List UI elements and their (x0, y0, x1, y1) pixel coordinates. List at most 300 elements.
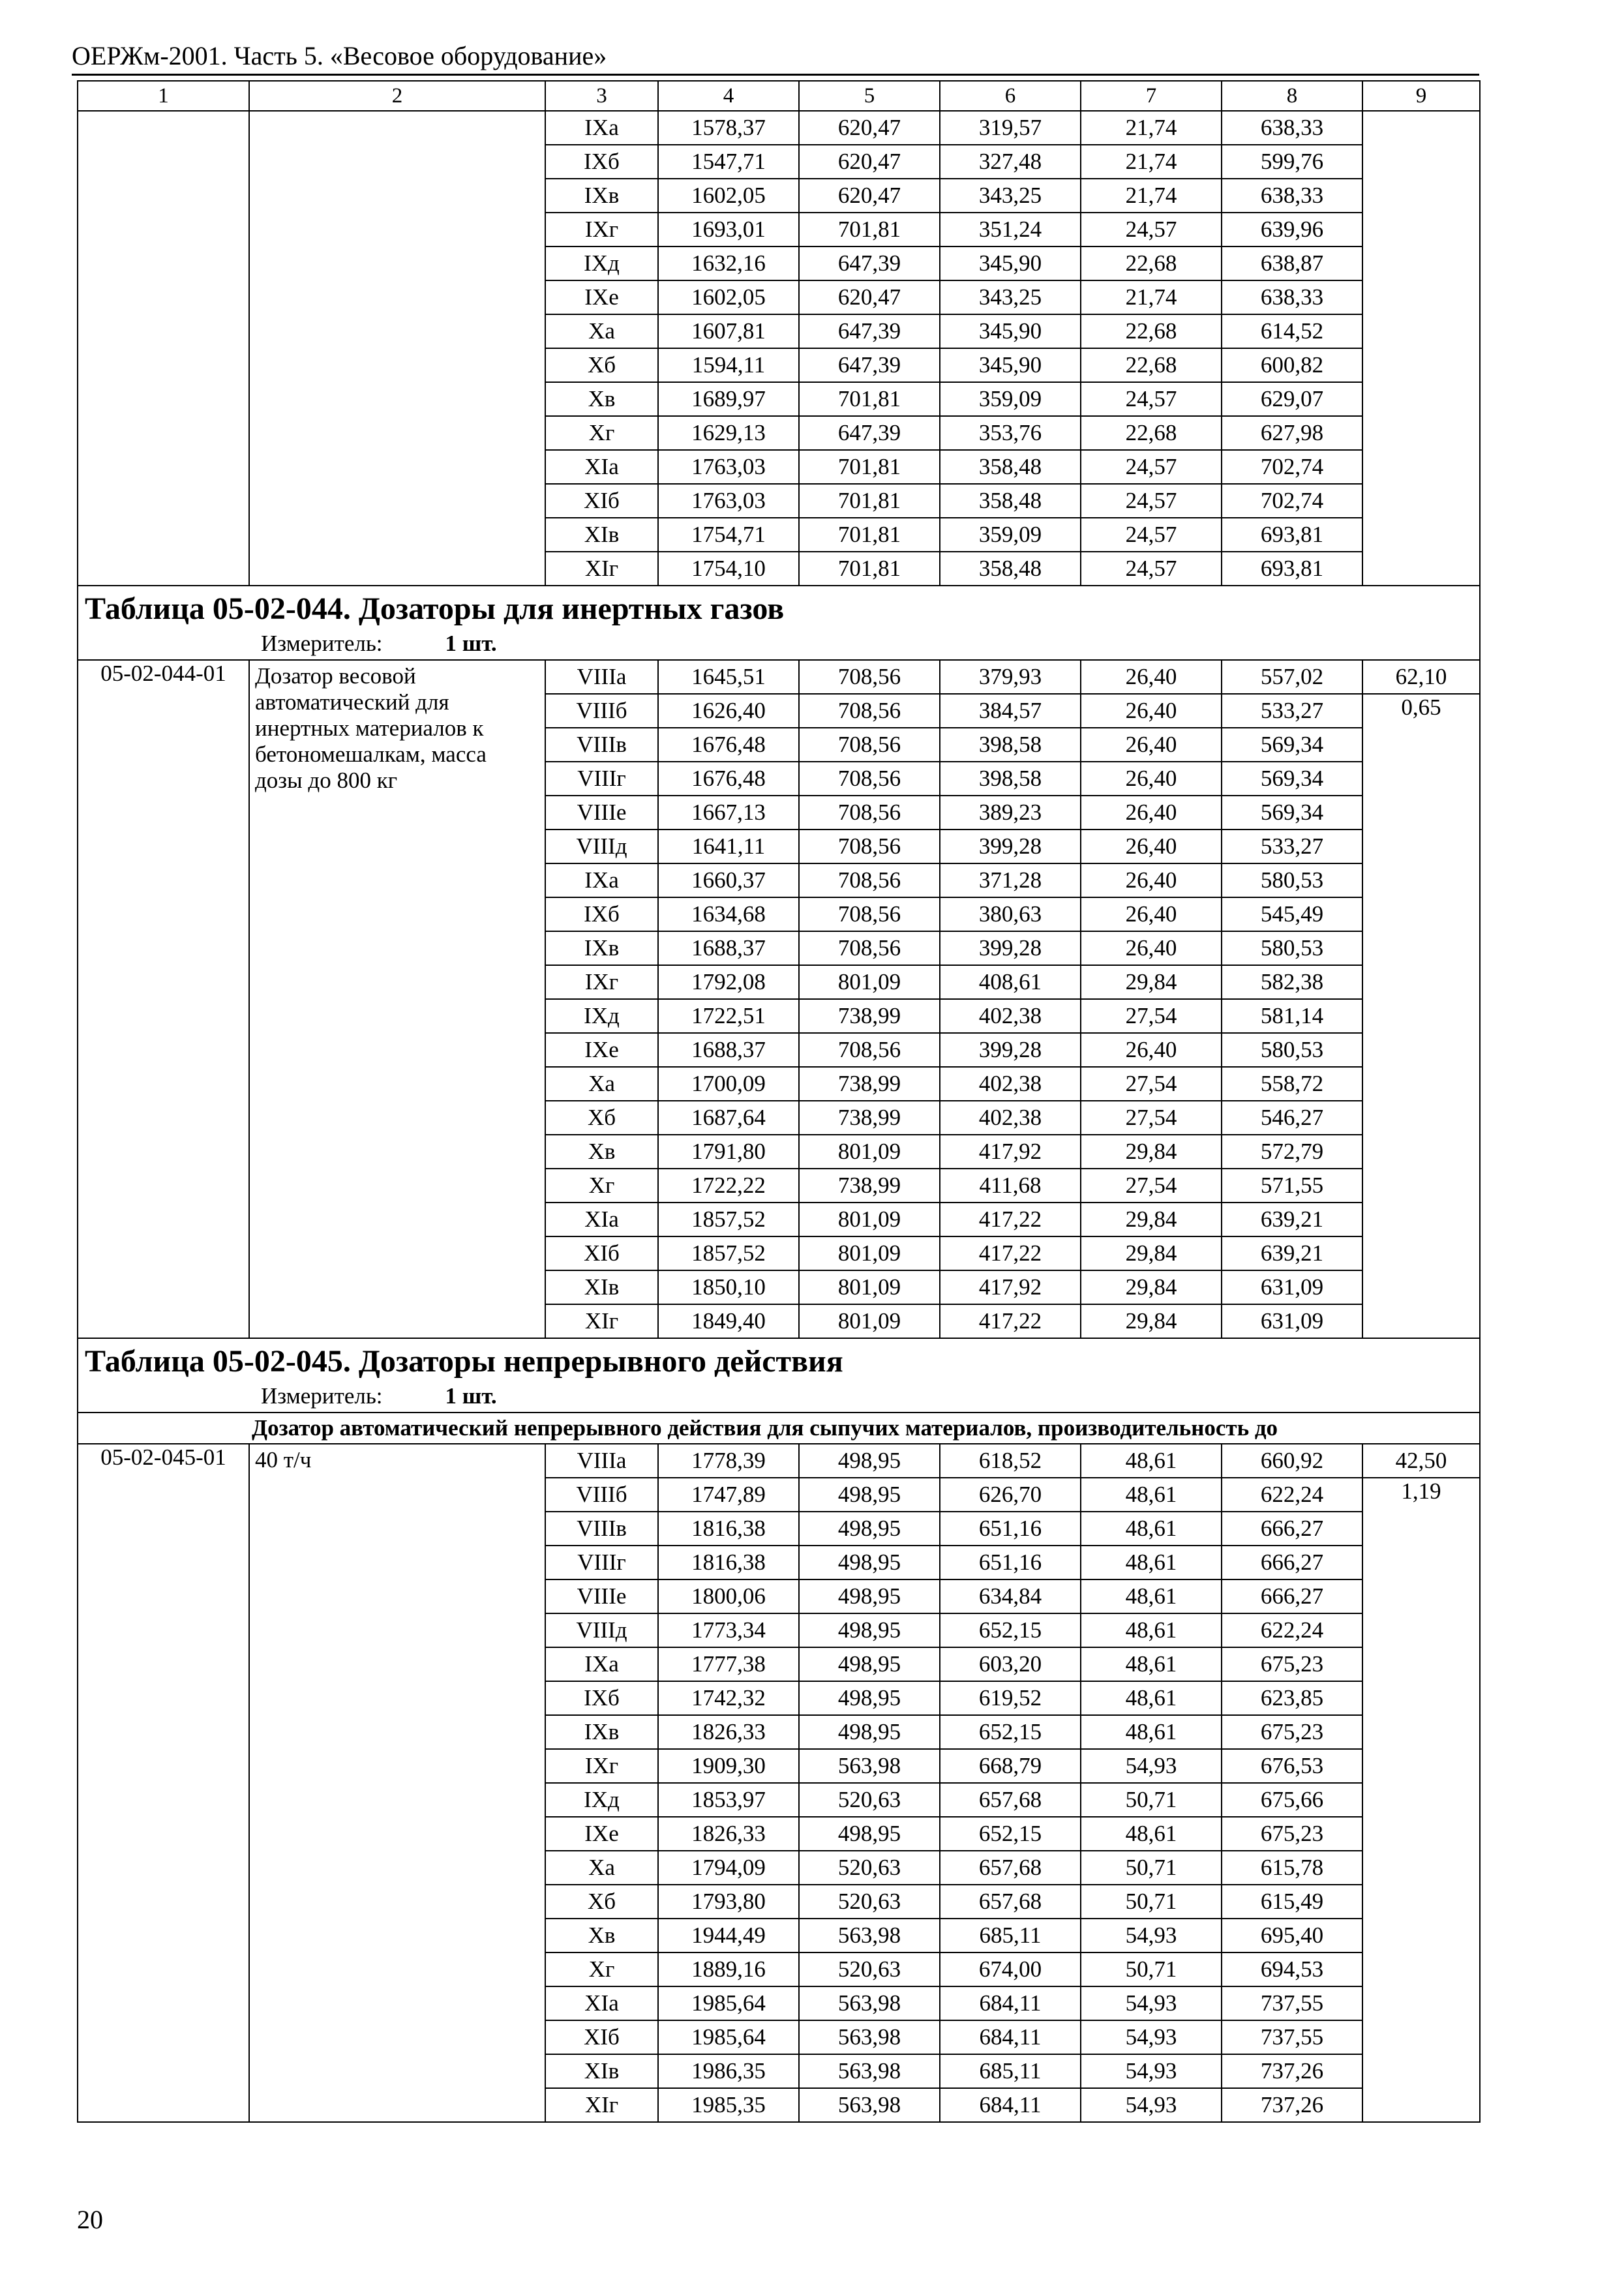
zone-cell: Xг (545, 416, 658, 450)
value-cell: 402,38 (940, 1067, 1081, 1101)
value-cell: 520,63 (799, 1952, 940, 1986)
value-cell: 27,54 (1081, 1101, 1222, 1135)
value-cell: 50,71 (1081, 1783, 1222, 1817)
value-cell: 1602,05 (658, 179, 799, 213)
value-cell: 666,27 (1222, 1579, 1362, 1613)
column-number: 7 (1081, 81, 1222, 111)
value-cell: 582,38 (1222, 965, 1362, 999)
value-cell: 801,09 (799, 1203, 940, 1236)
value-cell: 1688,37 (658, 931, 799, 965)
zone-cell: XIа (545, 1203, 658, 1236)
value-cell: 358,48 (940, 484, 1081, 518)
value-cell: 359,09 (940, 518, 1081, 552)
zone-cell: Xв (545, 1919, 658, 1952)
value-cell: 54,93 (1081, 1919, 1222, 1952)
document-header: ОЕРЖм-2001. Часть 5. «Весовое оборудование» (72, 41, 607, 70)
zone-cell: IXв (545, 931, 658, 965)
value-cell: 657,68 (940, 1851, 1081, 1885)
measure-label: Измеритель: (261, 631, 383, 656)
value-cell: 1773,34 (658, 1613, 799, 1647)
value-cell: 638,87 (1222, 247, 1362, 280)
measure-label: Измеритель: (261, 1383, 383, 1409)
value-cell: 520,63 (799, 1885, 940, 1919)
value-cell: 623,85 (1222, 1681, 1362, 1715)
zone-cell: XIа (545, 450, 658, 484)
table-title: Таблица 05-02-044. Дозаторы для инертных газов (85, 591, 785, 626)
value-cell: 701,81 (799, 484, 940, 518)
zone-cell: VIIIб (545, 694, 658, 728)
value-cell: 48,61 (1081, 1444, 1222, 1478)
value-cell: 1722,22 (658, 1169, 799, 1203)
zone-cell: XIг (545, 552, 658, 586)
value-cell: 647,39 (799, 314, 940, 348)
value-cell: 498,95 (799, 1613, 940, 1647)
value-cell: 1778,39 (658, 1444, 799, 1478)
value-cell: 417,92 (940, 1270, 1081, 1304)
value-cell: 676,53 (1222, 1749, 1362, 1783)
value-cell: 380,63 (940, 897, 1081, 931)
zone-cell: IXа (545, 111, 658, 145)
value-cell: 708,56 (799, 694, 940, 728)
value-cell: 498,95 (799, 1478, 940, 1512)
value-cell: 1578,37 (658, 111, 799, 145)
zone-cell: Xа (545, 1067, 658, 1101)
zone-cell: Xв (545, 1135, 658, 1169)
value-cell: 674,00 (940, 1952, 1081, 1986)
table-body (78, 81, 1480, 2122)
zone-cell: VIIIа (545, 660, 658, 694)
value-cell: 675,23 (1222, 1647, 1362, 1681)
zone-cell: IXв (545, 1715, 658, 1749)
value-cell: 26,40 (1081, 897, 1222, 931)
value-cell: 701,81 (799, 518, 940, 552)
value-cell: 26,40 (1081, 660, 1222, 694)
value-cell: 631,09 (1222, 1270, 1362, 1304)
value-cell: 563,98 (799, 2054, 940, 2088)
zone-cell: IXа (545, 863, 658, 897)
value-cell: 399,28 (940, 931, 1081, 965)
value-cell: 619,52 (940, 1681, 1081, 1715)
value-cell: 666,27 (1222, 1512, 1362, 1546)
value-cell: 24,57 (1081, 213, 1222, 247)
value-cell: 675,66 (1222, 1783, 1362, 1817)
value-cell: 498,95 (799, 1817, 940, 1851)
measure-row (78, 1383, 1480, 1413)
value-cell: 345,90 (940, 314, 1081, 348)
value-cell: 1607,81 (658, 314, 799, 348)
value-cell: 1816,38 (658, 1512, 799, 1546)
value-cell: 26,40 (1081, 796, 1222, 830)
value-cell: 639,96 (1222, 213, 1362, 247)
zone-cell: IXд (545, 999, 658, 1033)
value-cell: 398,58 (940, 762, 1081, 796)
code-cell (78, 111, 249, 586)
value-cell: 620,47 (799, 111, 940, 145)
value-cell: 319,57 (940, 111, 1081, 145)
description-cell (249, 111, 545, 586)
value-cell: 652,15 (940, 1817, 1081, 1851)
table-title: Таблица 05-02-045. Дозаторы непрерывного действия (85, 1344, 843, 1379)
value-cell: 652,15 (940, 1613, 1081, 1647)
value-cell: 657,68 (940, 1885, 1081, 1919)
zone-cell: XIб (545, 484, 658, 518)
code-cell: 05-02-045-01 (78, 1444, 249, 2122)
value-cell: 1909,30 (658, 1749, 799, 1783)
value-cell: 708,56 (799, 796, 940, 830)
value-cell: 558,72 (1222, 1067, 1362, 1101)
value-cell: 737,55 (1222, 2020, 1362, 2054)
zone-cell: Xб (545, 1101, 658, 1135)
value-cell: 675,23 (1222, 1715, 1362, 1749)
value-cell: 1634,68 (658, 897, 799, 931)
value-cell: 615,78 (1222, 1851, 1362, 1885)
value-cell: 22,68 (1081, 348, 1222, 382)
value-cell: 1794,09 (658, 1851, 799, 1885)
value-cell: 708,56 (799, 897, 940, 931)
value-cell: 708,56 (799, 728, 940, 762)
value-cell: 359,09 (940, 382, 1081, 416)
value-cell: 1626,40 (658, 694, 799, 728)
value-cell: 26,40 (1081, 762, 1222, 796)
value-cell: 24,57 (1081, 518, 1222, 552)
value-cell: 48,61 (1081, 1579, 1222, 1613)
value-cell: 358,48 (940, 450, 1081, 484)
description-cell: 40 т/ч (249, 1444, 545, 2122)
value-cell: 708,56 (799, 1033, 940, 1067)
value-cell: 1676,48 (658, 762, 799, 796)
measure-cell (78, 1383, 1480, 1413)
value-cell: 1594,11 (658, 348, 799, 382)
value-cell: 626,70 (940, 1478, 1081, 1512)
value-cell: 599,76 (1222, 145, 1362, 179)
value-cell: 22,68 (1081, 416, 1222, 450)
value-cell: 737,26 (1222, 2088, 1362, 2122)
code-cell: 05-02-044-01 (78, 660, 249, 1338)
column-number: 9 (1362, 81, 1480, 111)
value-cell: 580,53 (1222, 863, 1362, 897)
column-number: 2 (249, 81, 545, 111)
table-title-row (78, 586, 1480, 631)
value-cell: 708,56 (799, 762, 940, 796)
value-cell: 693,81 (1222, 518, 1362, 552)
value-cell: 1754,10 (658, 552, 799, 586)
zone-cell: VIIIг (545, 762, 658, 796)
value-cell: 1700,09 (658, 1067, 799, 1101)
value-cell: 21,74 (1081, 280, 1222, 314)
zone-cell: VIIIе (545, 1579, 658, 1613)
value-cell: 24,57 (1081, 552, 1222, 586)
value-cell: 21,74 (1081, 111, 1222, 145)
value-cell: 358,48 (940, 552, 1081, 586)
param-cell: 0,65 (1362, 694, 1480, 1338)
value-cell: 702,74 (1222, 450, 1362, 484)
zone-cell: XIг (545, 2088, 658, 2122)
measure-value: 1 шт. (445, 1383, 497, 1409)
value-cell: 801,09 (799, 965, 940, 999)
value-cell: 620,47 (799, 179, 940, 213)
value-cell: 21,74 (1081, 179, 1222, 213)
value-cell: 399,28 (940, 1033, 1081, 1067)
value-cell: 737,26 (1222, 2054, 1362, 2088)
value-cell: 417,22 (940, 1236, 1081, 1270)
value-cell: 708,56 (799, 660, 940, 694)
value-cell: 48,61 (1081, 1681, 1222, 1715)
zone-cell: IXб (545, 145, 658, 179)
zone-cell: IXе (545, 280, 658, 314)
value-cell: 50,71 (1081, 1851, 1222, 1885)
value-cell: 24,57 (1081, 382, 1222, 416)
zone-cell: IXв (545, 179, 658, 213)
zone-cell: Xа (545, 314, 658, 348)
value-cell: 1985,64 (658, 1986, 799, 2020)
value-cell: 738,99 (799, 1067, 940, 1101)
value-cell: 545,49 (1222, 897, 1362, 931)
value-cell: 1632,16 (658, 247, 799, 280)
value-cell: 614,52 (1222, 314, 1362, 348)
value-cell: 639,21 (1222, 1236, 1362, 1270)
value-cell: 50,71 (1081, 1885, 1222, 1919)
value-cell: 569,34 (1222, 796, 1362, 830)
value-cell: 1641,11 (658, 830, 799, 863)
value-cell: 1676,48 (658, 728, 799, 762)
value-cell: 622,24 (1222, 1613, 1362, 1647)
value-cell: 398,58 (940, 728, 1081, 762)
value-cell: 801,09 (799, 1270, 940, 1304)
zone-cell: VIIIд (545, 1613, 658, 1647)
value-cell: 1853,97 (658, 1783, 799, 1817)
value-cell: 1689,97 (658, 382, 799, 416)
value-cell: 384,57 (940, 694, 1081, 728)
value-cell: 1986,35 (658, 2054, 799, 2088)
value-cell: 708,56 (799, 863, 940, 897)
value-cell: 563,98 (799, 2088, 940, 2122)
value-cell: 563,98 (799, 1919, 940, 1952)
zone-cell: VIIIб (545, 1478, 658, 1512)
param-cell: 62,10 (1362, 660, 1480, 694)
value-cell: 627,98 (1222, 416, 1362, 450)
zone-cell: Xв (545, 382, 658, 416)
value-cell: 701,81 (799, 450, 940, 484)
column-number: 3 (545, 81, 658, 111)
value-cell: 684,11 (940, 1986, 1081, 2020)
zone-cell: Xг (545, 1169, 658, 1203)
value-cell: 343,25 (940, 280, 1081, 314)
value-cell: 1763,03 (658, 450, 799, 484)
value-cell: 26,40 (1081, 694, 1222, 728)
value-cell: 22,68 (1081, 314, 1222, 348)
value-cell: 26,40 (1081, 863, 1222, 897)
value-cell: 417,22 (940, 1304, 1081, 1338)
measure-cell (78, 631, 1480, 660)
value-cell: 402,38 (940, 1101, 1081, 1135)
value-cell: 738,99 (799, 999, 940, 1033)
value-cell: 618,52 (940, 1444, 1081, 1478)
value-cell: 54,93 (1081, 2088, 1222, 2122)
value-cell: 701,81 (799, 552, 940, 586)
page-number: 20 (77, 2205, 103, 2234)
value-cell: 571,55 (1222, 1169, 1362, 1203)
value-cell: 701,81 (799, 382, 940, 416)
value-cell: 29,84 (1081, 1135, 1222, 1169)
zone-cell: Xа (545, 1851, 658, 1885)
value-cell: 417,92 (940, 1135, 1081, 1169)
value-cell: 675,23 (1222, 1817, 1362, 1851)
value-cell: 27,54 (1081, 999, 1222, 1033)
value-cell: 708,56 (799, 931, 940, 965)
description-cell: Дозатор весовой автоматический для инертных материалов к бетономешалкам, масса дозы до 800 кг (249, 660, 545, 1338)
zone-cell: Xб (545, 1885, 658, 1919)
value-cell: 1645,51 (658, 660, 799, 694)
value-cell: 695,40 (1222, 1919, 1362, 1952)
value-cell: 48,61 (1081, 1647, 1222, 1681)
value-cell: 29,84 (1081, 1203, 1222, 1236)
value-cell: 54,93 (1081, 2020, 1222, 2054)
value-cell: 1791,80 (658, 1135, 799, 1169)
zone-cell: XIа (545, 1986, 658, 2020)
measure-row (78, 631, 1480, 660)
zone-cell: Xб (545, 348, 658, 382)
zone-cell: VIIIе (545, 796, 658, 830)
zone-cell: VIIIв (545, 1512, 658, 1546)
value-cell: 622,24 (1222, 1478, 1362, 1512)
value-cell: 26,40 (1081, 830, 1222, 863)
value-cell: 1857,52 (658, 1203, 799, 1236)
value-cell: 1826,33 (658, 1715, 799, 1749)
value-cell: 600,82 (1222, 348, 1362, 382)
value-cell: 639,21 (1222, 1203, 1362, 1236)
value-cell: 701,81 (799, 213, 940, 247)
value-cell: 1688,37 (658, 1033, 799, 1067)
value-cell: 603,20 (940, 1647, 1081, 1681)
value-cell: 54,93 (1081, 2054, 1222, 2088)
value-cell: 1793,80 (658, 1885, 799, 1919)
param-cell: 42,50 (1362, 1444, 1480, 1478)
value-cell: 520,63 (799, 1851, 940, 1885)
value-cell: 408,61 (940, 965, 1081, 999)
value-cell: 29,84 (1081, 965, 1222, 999)
value-cell: 1547,71 (658, 145, 799, 179)
zone-cell: XIг (545, 1304, 658, 1338)
value-cell: 546,27 (1222, 1101, 1362, 1135)
zone-cell: Xг (545, 1952, 658, 1986)
value-cell: 520,63 (799, 1783, 940, 1817)
value-cell: 1985,64 (658, 2020, 799, 2054)
value-cell: 638,33 (1222, 280, 1362, 314)
value-cell: 801,09 (799, 1304, 940, 1338)
value-cell: 693,81 (1222, 552, 1362, 586)
zone-cell: XIб (545, 1236, 658, 1270)
zone-cell: XIв (545, 1270, 658, 1304)
value-cell: 652,15 (940, 1715, 1081, 1749)
value-cell: 580,53 (1222, 931, 1362, 965)
value-cell: 498,95 (799, 1546, 940, 1579)
value-cell: 48,61 (1081, 1817, 1222, 1851)
value-cell: 1667,13 (658, 796, 799, 830)
value-cell: 48,61 (1081, 1546, 1222, 1579)
value-cell: 1747,89 (658, 1478, 799, 1512)
zone-cell: VIIIв (545, 728, 658, 762)
value-cell: 1742,32 (658, 1681, 799, 1715)
value-cell: 1944,49 (658, 1919, 799, 1952)
value-cell: 54,93 (1081, 1749, 1222, 1783)
value-cell: 498,95 (799, 1715, 940, 1749)
zone-cell: IXд (545, 1783, 658, 1817)
value-cell: 29,84 (1081, 1236, 1222, 1270)
value-cell: 26,40 (1081, 728, 1222, 762)
value-cell: 498,95 (799, 1444, 940, 1478)
value-cell: 620,47 (799, 145, 940, 179)
value-cell: 21,74 (1081, 145, 1222, 179)
value-cell: 27,54 (1081, 1169, 1222, 1203)
value-cell: 327,48 (940, 145, 1081, 179)
zone-cell: XIв (545, 2054, 658, 2088)
value-cell: 1816,38 (658, 1546, 799, 1579)
column-number: 8 (1222, 81, 1362, 111)
value-cell: 48,61 (1081, 1478, 1222, 1512)
value-cell: 379,93 (940, 660, 1081, 694)
value-cell: 54,93 (1081, 1986, 1222, 2020)
value-cell: 647,39 (799, 416, 940, 450)
value-cell: 1857,52 (658, 1236, 799, 1270)
value-cell: 24,57 (1081, 450, 1222, 484)
value-cell: 666,27 (1222, 1546, 1362, 1579)
value-cell: 1693,01 (658, 213, 799, 247)
value-cell: 702,74 (1222, 484, 1362, 518)
zone-cell: VIIIг (545, 1546, 658, 1579)
value-cell: 737,55 (1222, 1986, 1362, 2020)
zone-cell: IXб (545, 897, 658, 931)
value-cell: 498,95 (799, 1681, 940, 1715)
value-cell: 668,79 (940, 1749, 1081, 1783)
value-cell: 371,28 (940, 863, 1081, 897)
value-cell: 651,16 (940, 1546, 1081, 1579)
value-cell: 657,68 (940, 1783, 1081, 1817)
value-cell: 345,90 (940, 348, 1081, 382)
value-cell: 569,34 (1222, 728, 1362, 762)
value-cell: 1889,16 (658, 1952, 799, 1986)
zone-cell: IXб (545, 1681, 658, 1715)
value-cell: 498,95 (799, 1647, 940, 1681)
zone-cell: XIб (545, 2020, 658, 2054)
table-row (78, 660, 1480, 694)
column-number: 4 (658, 81, 799, 111)
value-cell: 48,61 (1081, 1613, 1222, 1647)
value-cell: 24,57 (1081, 484, 1222, 518)
value-cell: 1777,38 (658, 1647, 799, 1681)
value-cell: 563,98 (799, 2020, 940, 2054)
value-cell: 638,33 (1222, 111, 1362, 145)
value-cell: 634,84 (940, 1579, 1081, 1613)
value-cell: 1985,35 (658, 2088, 799, 2122)
value-cell: 572,79 (1222, 1135, 1362, 1169)
value-cell: 1687,64 (658, 1101, 799, 1135)
value-cell: 402,38 (940, 999, 1081, 1033)
zone-cell: VIIIд (545, 830, 658, 863)
value-cell: 533,27 (1222, 830, 1362, 863)
value-cell: 26,40 (1081, 931, 1222, 965)
value-cell: 1660,37 (658, 863, 799, 897)
value-cell: 1763,03 (658, 484, 799, 518)
value-cell: 411,68 (940, 1169, 1081, 1203)
value-cell: 647,39 (799, 247, 940, 280)
value-cell: 1850,10 (658, 1270, 799, 1304)
value-cell: 1602,05 (658, 280, 799, 314)
value-cell: 498,95 (799, 1579, 940, 1613)
rates-table (77, 80, 1481, 2123)
value-cell: 581,14 (1222, 999, 1362, 1033)
table-row (78, 111, 1480, 145)
value-cell: 620,47 (799, 280, 940, 314)
